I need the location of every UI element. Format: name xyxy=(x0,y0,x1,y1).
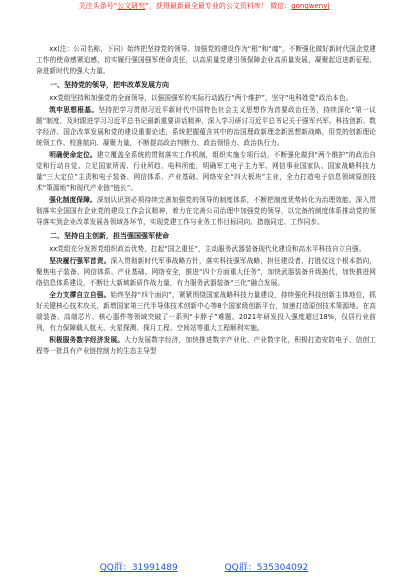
footer-qq-group-1[interactable]: QQ群：31991489 xyxy=(99,563,178,573)
paragraph-4-body: 深刻认识到必须持续完善加强党的领导的制度体系，不断把制度优势转化为治理效能。深入贯彻落实全国国有企业党的建设工作会议精神，着力在完善公司治理中加强党的领导，以完备的制度体系推动党的领导落实到企业改革发展各领域各环节，实现党建工作与业务工作目标同向、措施同定、工作同步。 xyxy=(36,196,376,226)
section-heading-1: 一、坚持党的领导，把牢改革发展方向 xyxy=(50,81,169,89)
paragraph-3 xyxy=(36,150,376,194)
banner-keyword-link[interactable]: 公文研究 xyxy=(117,2,146,10)
paragraph-3-lead: 明确使命定位。 xyxy=(49,151,97,159)
paragraph-7 xyxy=(36,290,376,334)
paragraph-4-lead: 强化制度保障。 xyxy=(49,196,97,204)
document-body xyxy=(36,44,376,358)
paragraph-8-lead: 积极服务数字经济发展。 xyxy=(49,336,125,344)
banner-middle: ，获得最新最全最专业的公文资料库！ 微信： xyxy=(148,2,292,10)
paragraph-7-lead: 全力支撑自立自强。 xyxy=(49,291,111,299)
banner-prefix: 关注头条号 xyxy=(78,2,114,10)
paragraph-8 xyxy=(36,335,376,357)
top-banner: 关注头条号“公文研究”，获得最新最全最专业的公文资料库！ 微信：gongwenyj xyxy=(78,2,330,10)
banner-wechat-link[interactable]: gongwenyj xyxy=(291,2,330,10)
paragraph-1: xx党组坚持和加强党的全面领导，以强国强军的实际行动践行“两个维护”，坚守“电科姓党”政治本色。 xyxy=(49,94,353,102)
paragraph-6 xyxy=(36,256,376,289)
intro-paragraph: xx(注：公司名称，下同）始终把坚持党的领导、加强党的建设作为“根”和“魂”，不断强化做好新时代国企党建工作的使命感紧迫感，切实履行强国强军使命责任，以高质量党建引领保障企业高质量发展，凝聚起迈进新征程、奋进新时代的强大力量。 xyxy=(36,45,376,75)
paragraph-6-lead: 坚决履行强军首责。 xyxy=(49,257,111,265)
footer-qq-group-2[interactable]: QQ群：535304092 xyxy=(224,563,309,573)
paragraph-5: xx党组充分发挥党组织政治优势，扛起“国之重任”，主动服务武器装备现代化建设和高水平科技自立自强。 xyxy=(49,245,366,253)
paragraph-3-body: 建立覆盖全系统的贯彻落实工作机制，组织实施专项行动，不断强化做到“两个维护”的政治自觉和行动自觉。立足国家所需、行业所趋、电科所能，明确军工电子主力军、网信事业国家队、国家战略科技力量“三大定位”主责和电子装备、网信体系、产业基础、网络安全“四大板块”主业，全力打造电子信息领域原创技术“策源地”和现代产业链“链长”。 xyxy=(36,151,377,192)
section-heading-2: 二、坚持自主创新，担当强国强军使命 xyxy=(50,232,169,240)
paragraph-2-body: 坚持把学习贯彻习近平新时代中国特色社会主义思想作为首要政治任务，持续深化“第一议题”制度，及时跟进学习习近平总书记最新重要讲话精神，深入学习研讨习近平总书记关于强军兴军、科技创新、数字经济、国企改革发展和党的建设重要论述，系统把握蕴含其中的治国理政新理念新思想新战略，用党的创新理论统领工作、校准航向、凝聚力量，不断提高政治判断力、政治领悟力、政治执行力。 xyxy=(36,106,376,147)
paragraph-2-lead: 筑牢思想根基。 xyxy=(49,106,99,114)
footer-contacts xyxy=(0,560,408,573)
paragraph-7-body: 始终坚持“四个面向”，紧紧围绕国家战略科技力量建设，持续强化科技创新主体地位，抓好关键核心技术攻关，新增国家第三代半导体技术创新中心等8个国家级创新平台，加速打造原创技术策源地。在高端装备、高端芯片、核心器件等领域突破了一系列“卡脖子”难题。2021年研发投入强度超过18%，仅居行业前列，有力保障载人航天、火星探测、探月工程、空间站等重大工程顺利实施。 xyxy=(36,291,376,332)
paragraph-4 xyxy=(36,195,376,228)
paragraph-2 xyxy=(36,105,376,149)
paragraph-8-body: 大力发展数字经济，加快推进数字产业化、产业数字化，积极打造安防电子、信创工程等一批具有产业链控制力的生态主导型 xyxy=(36,336,376,355)
paragraph-6-body: 深入贯彻新时代军事战略方针，落实科技强军战略，担任建设者、打胜仗这个根本指向，聚焦电子装备、网信体系、产业基础、网络安全，推进“四个方面重大任务”，加快武器装备升级换代，加快推进网络信息体系建设，不断壮大新域新质作战力量，有力服务武器装备“三化”融合发展。 xyxy=(36,257,376,287)
